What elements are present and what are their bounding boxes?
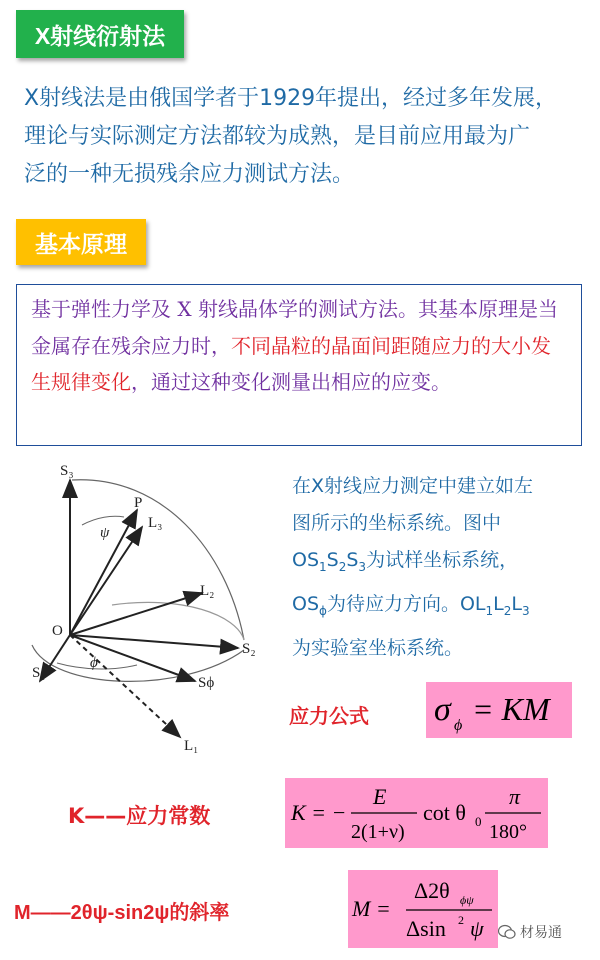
m-formula-lhs: M = — [352, 896, 391, 921]
k-formula-lhs: K = − — [291, 800, 347, 825]
axis-l3 — [70, 527, 142, 635]
k-formula-degrees: 180° — [489, 821, 527, 843]
axis-s2 — [70, 635, 238, 648]
m-formula-num-subscript: ϕψ — [460, 893, 474, 907]
coordinate-description — [292, 468, 592, 667]
label-o: O — [52, 623, 63, 639]
intro-line: 泛的一种无损残余应力测试方法。 — [24, 162, 355, 187]
k-formula-cot: cot θ — [423, 800, 466, 825]
label-sphi: Sϕ — [198, 675, 215, 691]
label-l3: L₃ — [148, 515, 163, 531]
section-tag-principle-label: 基本原理 — [35, 231, 127, 258]
m-formula-psi: ψ — [470, 916, 484, 941]
coord-line-stress-direction: $OS_\phi$为待应力方向。$OL_1L_2L_3$ — [292, 592, 530, 618]
k-formula-numerator: E — [373, 784, 387, 809]
m-slope-label: M——2θψ-sin2ψ的斜率 — [14, 902, 230, 924]
coord-line: 在X射线应力测定中建立如左 — [292, 475, 534, 497]
label-s1: S₁ — [32, 665, 46, 681]
axis-sphi — [70, 635, 195, 681]
m-formula-box — [348, 870, 498, 948]
label-p: P — [134, 495, 143, 511]
principle-text-1: 基于弹性力学及 X 射线晶体学的测试方法。其基本原理是当金属存在残余应力时， — [31, 297, 558, 358]
equator-ellipse-back — [112, 602, 244, 640]
sigma-symbol: σ — [434, 691, 451, 728]
k-formula-theta-subscript: 0 — [475, 814, 482, 829]
psi-arc — [82, 516, 124, 525]
coord-line: 为实验室坐标系统。 — [292, 636, 464, 659]
k-formula-box — [285, 778, 548, 848]
intro-paragraph — [24, 80, 592, 194]
coordinate-diagram — [12, 455, 272, 755]
principle-text-3: ，通过这种变化测量出相应的应变。 — [131, 370, 451, 394]
k-formula-pi: π — [509, 784, 521, 809]
stress-formula-label: 应力公式 — [289, 704, 369, 728]
coord-line: 图所示的坐标系统。图中 — [292, 512, 502, 534]
section-tag-xrd — [16, 10, 184, 58]
coord-line-sample-system: $OS_1S_2S_3$为试样坐标系统， — [292, 549, 519, 574]
intro-line: X射线法是由俄国学者于1929年提出，经过多年发展， — [24, 86, 558, 111]
principle-text-highlight: 不同晶粒的晶面间距随应力的大小发生规律变化 — [31, 333, 551, 394]
sigma-subscript: ϕ — [454, 717, 463, 734]
label-s3: S₃ — [60, 463, 74, 479]
watermark — [498, 922, 562, 942]
label-s2: S₂ — [242, 641, 256, 657]
m-formula-denominator: Δsin — [406, 916, 446, 941]
section-tag-xrd-label: X射线衍射法 — [34, 22, 166, 49]
stress-formula-rhs: = KM — [472, 691, 550, 727]
label-l1: L₁ — [184, 738, 199, 754]
label-psi: ψ — [100, 525, 110, 541]
k-constant-label: K——应力常数 — [68, 804, 211, 828]
wechat-icon — [498, 924, 516, 940]
stress-formula-box — [426, 682, 572, 738]
watermark-text: 材易通 — [520, 925, 562, 941]
m-formula-superscript: 2 — [458, 913, 464, 927]
label-phi: ϕ — [90, 655, 98, 671]
m-formula-numerator: Δ2θ — [414, 878, 450, 903]
k-formula-denominator: 2(1+ν) — [351, 821, 405, 843]
principle-box — [16, 284, 582, 446]
section-tag-principle — [16, 219, 146, 265]
label-l2: L₂ — [200, 583, 215, 599]
axis-l1 — [70, 635, 180, 737]
intro-line: 理论与实际测定方法都较为成熟，是目前应用最为广 — [24, 124, 531, 149]
